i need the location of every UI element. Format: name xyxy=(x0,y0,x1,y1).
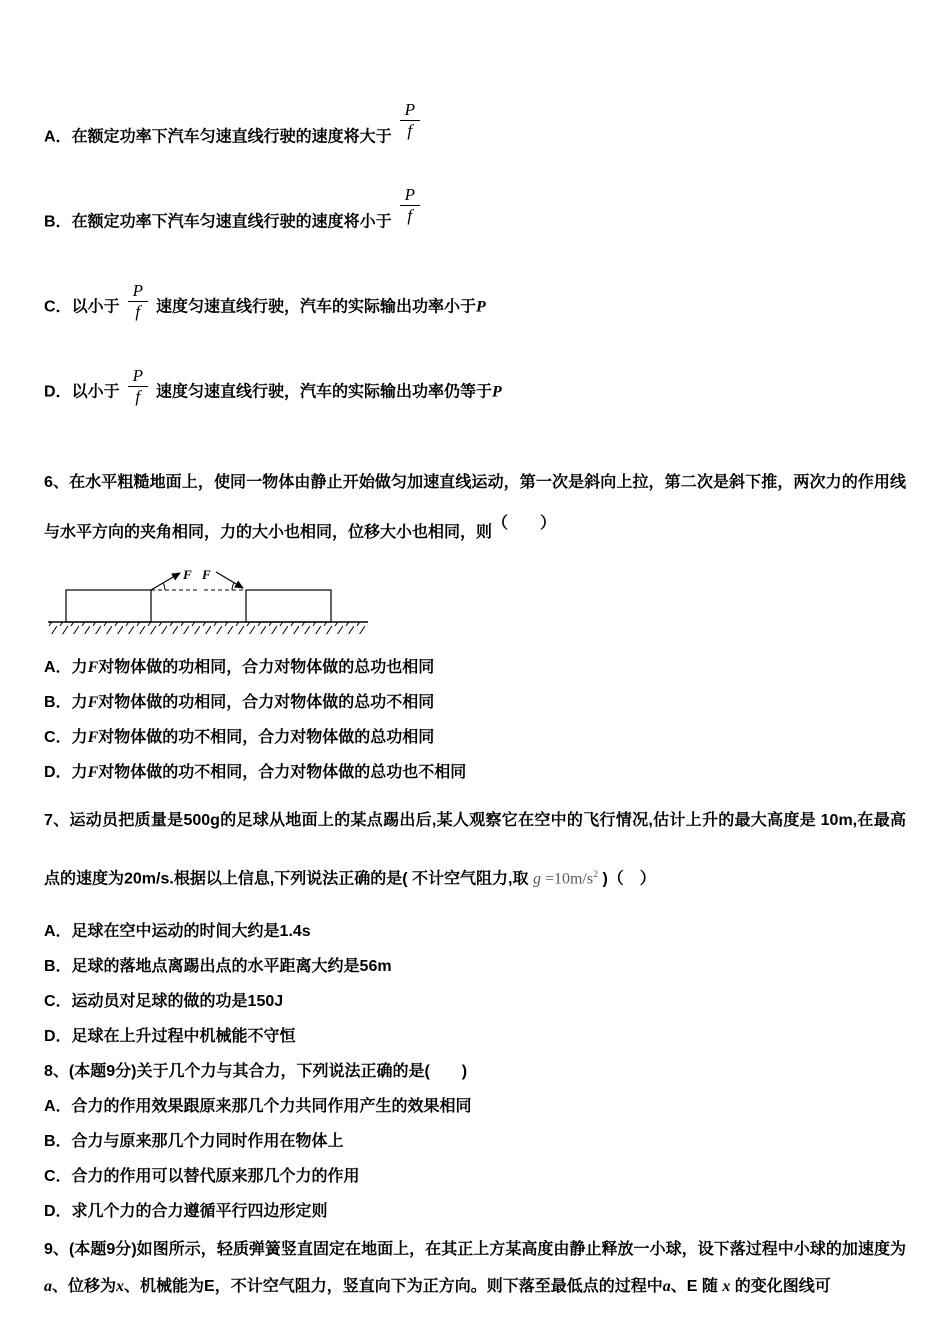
p-over-f-fraction xyxy=(128,367,148,406)
option-label: B． xyxy=(44,213,72,231)
force-label-f-2: F xyxy=(202,567,211,582)
question9-stem: 9、(本题9分)如图所示，轻质弹簧竖直固定在地面上，在其正上方某高度由静止释放一小球，设下落过程中小球的加速度为a、位移为x、机械能为E，不计空气阻力，竖直向下为正方向。则下落至最低点的过程中a、E 随 x 的变化图线可 xyxy=(44,1241,906,1296)
force-label-f-1: F xyxy=(183,567,192,582)
question6-option-b: B．力F对物体做的功相同，合力对物体做的总功不相同 xyxy=(44,694,435,711)
block-2 xyxy=(246,590,331,622)
p-over-f-fraction xyxy=(400,186,420,225)
block-1 xyxy=(66,590,151,622)
question8-stem: 8、(本题9分)关于几个力与其合力，下列说法正确的是( ) xyxy=(44,1063,468,1081)
fraction-numerator: P xyxy=(128,282,148,302)
question5-option-b xyxy=(44,185,906,231)
fraction-denominator: f xyxy=(407,205,413,225)
force-arrow-1 xyxy=(151,573,180,590)
question8-option-b: B．合力与原来那几个力同时作用在物体上 xyxy=(44,1133,344,1151)
option-label: C． xyxy=(44,298,72,316)
question8-option-a: A．合力的作用效果跟原来那几个力共同作用产生的效果相同 xyxy=(44,1098,472,1116)
question6-option-a: A．力F对物体做的功相同，合力对物体做的总功也相同 xyxy=(44,659,435,676)
fraction-denominator: f xyxy=(407,120,413,140)
question5-option-c xyxy=(44,281,906,321)
question8-option-d: D．求几个力的合力遵循平行四边形定则 xyxy=(44,1203,328,1221)
question7-stem: 7、运动员把质量是500g的足球从地面上的某点踢出后,某人观察它在空中的飞行情况,估计上升的最大高度是 10m,在最高点的速度为20m/s.根据以上信息,下列说法正确的是( 不计空气阻力,取 $g =10m/s^2$ )（ ） xyxy=(44,812,906,888)
option-text: 以小于 xyxy=(71,383,120,401)
option-text: 在额定功率下汽车匀速直线行驶的速度将大于 xyxy=(71,128,392,146)
question5-option-d xyxy=(44,366,906,406)
option-text: 速度匀速直线行驶，汽车的实际输出功率仍等于P xyxy=(155,383,502,401)
angle-arc-2 xyxy=(232,583,234,590)
option-text: 以小于 xyxy=(71,298,120,316)
question6-option-c: C．力F对物体做的功不相同，合力对物体做的总功相同 xyxy=(44,729,435,746)
angle-arc-1 xyxy=(163,583,165,590)
fraction-numerator: P xyxy=(400,186,420,206)
fraction-denominator: f xyxy=(135,301,141,321)
force-arrow-2 xyxy=(216,572,243,588)
question7-option-b: B．足球的落地点离踢出点的水平距离大约是56m xyxy=(44,958,392,976)
option-text: 在额定功率下汽车匀速直线行驶的速度将小于 xyxy=(71,213,392,231)
question5-option-a xyxy=(44,100,906,146)
p-over-f-fraction xyxy=(128,282,148,321)
fraction-numerator: P xyxy=(128,367,148,387)
fraction-denominator: f xyxy=(135,386,141,406)
option-label: D． xyxy=(44,383,72,401)
option-text: 速度匀速直线行驶，汽车的实际输出功率小于P xyxy=(155,298,486,316)
p-over-f-fraction xyxy=(400,101,420,140)
question7-option-d: D．足球在上升过程中机械能不守恒 xyxy=(44,1028,296,1046)
q6-diagram xyxy=(46,566,906,642)
ground-hatching xyxy=(48,622,368,634)
option-label: A． xyxy=(44,128,72,146)
question6-option-d: D．力F对物体做的功不相同，合力对物体做的总功也不相同 xyxy=(44,764,467,781)
question7-option-c: C．运动员对足球的做的功是150J xyxy=(44,993,284,1011)
q6-diagram-svg xyxy=(46,566,376,642)
question8-option-c: C．合力的作用可以替代原来那几个力的作用 xyxy=(44,1168,360,1186)
fraction-numerator: P xyxy=(400,101,420,121)
question7-option-a: A．足球在空中运动的时间大约是1.4s xyxy=(44,923,311,941)
question6-stem: 6、在水平粗糙地面上，使同一物体由静止开始做匀加速直线运动，第一次是斜向上拉，第二次是斜下推，两次力的作用线与水平方向的夹角相同，力的大小也相同，位移大小也相同，则（ ） xyxy=(44,474,906,541)
